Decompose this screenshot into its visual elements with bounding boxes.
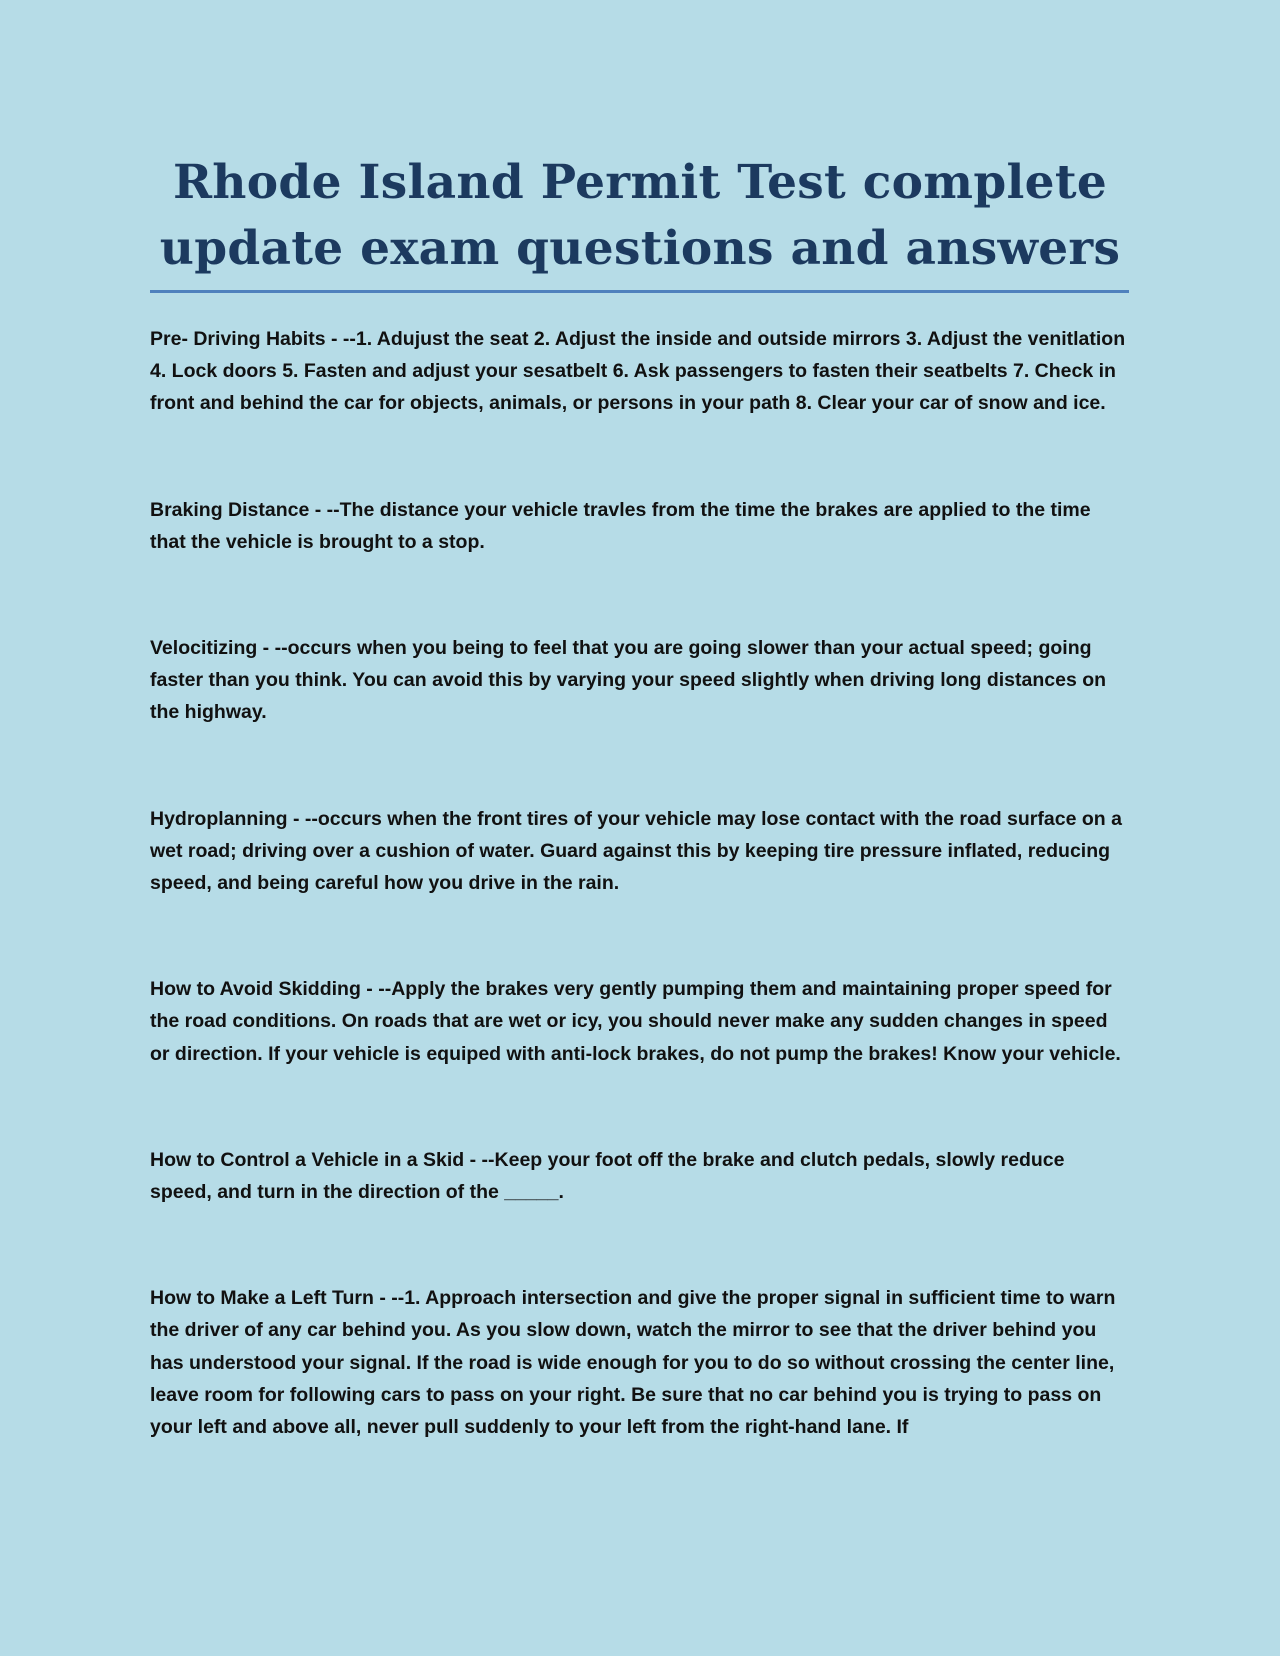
entry-avoid-skidding: How to Avoid Skidding - --Apply the brakes very gently pumping them and maintaining proper speed for the road conditions. On roads that are wet or icy, you should never make any sudden changes in speed or direction. If your vehicle is equiped with anti-lock brakes, do not pump the brakes! Know your vehicle. xyxy=(150,978,1121,1065)
entry-pre-driving-habits: Pre- Driving Habits - --1. Adujust the seat 2. Adjust the inside and outside mirrors 3. Adjust the venitlation 4. Lock doors 5. Fasten and adjust your sesatbelt 6. Ask passengers to fasten their seatbelts 7. Check in front and behind the car for objects, animals, or persons in your path 8. Clear your car of snow and ice. xyxy=(150,328,1126,415)
entry-hydroplanning: Hydroplanning - --occurs when the front tires of your vehicle may lose contact with the road surface on a wet road; driving over a cushion of water. Guard against this by keeping tire pressure inflated, reducing speed, and being careful how you drive in the rain. xyxy=(150,807,1122,895)
title-line-1: Rhode Island Permit Test complete xyxy=(172,155,1108,210)
entry-braking-distance: Braking Distance - --The distance your vehicle travles from the time the brakes are applied to the time that the vehicle is brought to a stop. xyxy=(150,498,1091,553)
document-page xyxy=(150,150,1130,1443)
entry-velocitizing: Velocitizing - --occurs when you being to feel that you are going slower than your actual speed; going faster than you think. You can avoid this by varying your speed slightly when driving long distances on the highway. xyxy=(150,637,1107,724)
title-line-2: update exam questions and answers xyxy=(159,221,1121,276)
entry-left-turn: How to Make a Left Turn - --1. Approach intersection and give the proper signal in sufficient time to warn the driver of any car behind you. As you slow down, watch the mirror to see that the driver behind you has understood your signal. If the road is wide enough for you to do so without crossing the center line, leave room for following cars to pass on your right. Be sure that no car behind you is trying to pass on your left and above all, never pull suddenly to your left from the right-hand lane. If xyxy=(150,1287,1116,1439)
title-underline xyxy=(150,290,1129,293)
document-title xyxy=(150,150,1130,290)
entry-control-skid: How to Control a Vehicle in a Skid - --Keep your foot off the brake and clutch pedals, slowly reduce speed, and turn in the direction of the _____. xyxy=(150,1148,1065,1204)
